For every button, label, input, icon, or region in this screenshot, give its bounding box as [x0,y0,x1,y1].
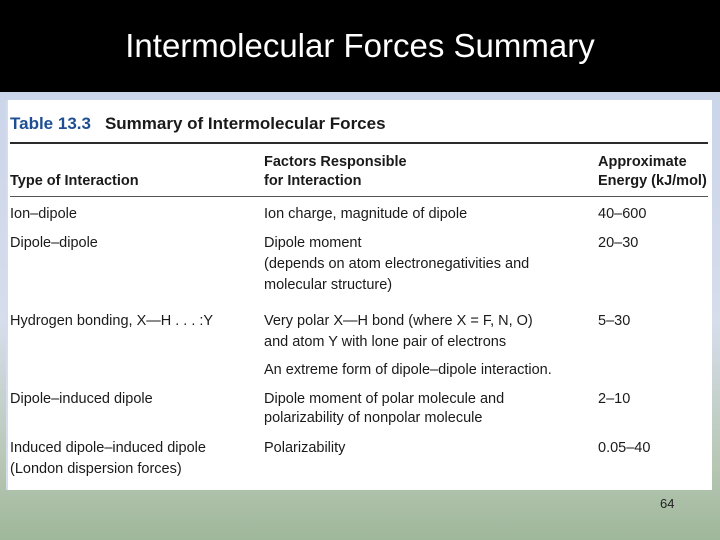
page-number: 64 [660,496,675,511]
title-bar [0,0,720,92]
row-london-type-1: Induced dipole–induced dipole [10,440,206,456]
header-energy-line1: Approximate [598,154,687,170]
row-dipole-dipole-factors-3: molecular structure) [264,277,393,293]
row-dipole-dipole-energy: 20–30 [598,235,639,251]
header-rule [10,196,708,197]
row-dipole-dipole-type: Dipole–dipole [10,235,98,251]
row-dipole-induced-factors-1: Dipole moment of polar molecule and [264,391,505,407]
row-dipole-dipole-factors-1: Dipole moment [264,235,362,251]
row-dipole-dipole-factors-2: (depends on atom electronegativities and [264,256,530,272]
table-panel [6,100,712,490]
panel-edge [6,100,8,490]
row-hydrogen-bonding-factors-1: Very polar X—H bond (where X = F, N, O) [264,313,533,329]
table-caption-title: Summary of Intermolecular Forces [104,114,386,133]
row-dipole-induced-factors-2: polarizability of nonpolar molecule [264,410,483,426]
row-london-factors: Polarizability [264,440,346,456]
row-hydrogen-bonding-energy: 5–30 [598,313,631,329]
header-factors-line1: Factors Responsible [264,154,407,170]
row-ion-dipole-factors: Ion charge, magnitude of dipole [264,206,468,222]
row-hydrogen-bonding-factors-2: and atom Y with lone pair of electrons [264,334,507,350]
header-factors-line2: for Interaction [264,173,362,189]
header-type: Type of Interaction [10,173,139,189]
table-caption [10,114,386,134]
header-energy-line2: Energy (kJ/mol) [598,173,707,189]
row-london-type-2: (London dispersion forces) [10,461,182,477]
row-dipole-induced-type: Dipole–induced dipole [10,391,153,407]
caption-rule [10,142,708,144]
slide-title: Intermolecular Forces Summary [125,27,595,64]
row-london-energy: 0.05–40 [598,440,651,456]
row-hydrogen-bonding-factors-3: An extreme form of dipole–dipole interaction. [264,362,552,378]
row-hydrogen-bonding-type: Hydrogen bonding, X—H . . . :Y [10,313,214,329]
row-dipole-induced-energy: 2–10 [598,391,631,407]
row-ion-dipole-energy: 40–600 [598,206,647,222]
row-ion-dipole-type: Ion–dipole [10,206,77,222]
table-label: Table 13.3 [10,114,91,133]
